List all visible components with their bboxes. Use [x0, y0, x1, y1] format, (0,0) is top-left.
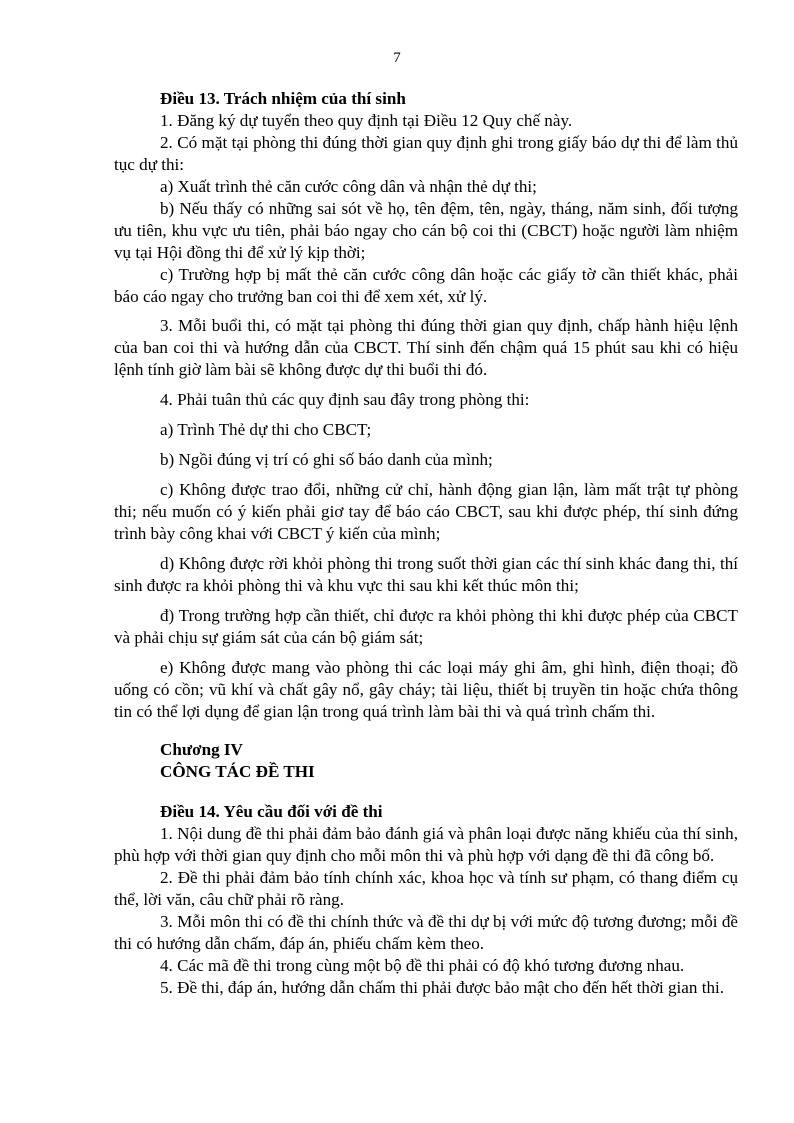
article-14-item-3: 3. Mỗi môn thi có đề thi chính thức và đề thi dự bị với mức độ tương đương; mỗi đề thi có hướng dẫn chấm, đáp án, phiếu chấm kèm theo.: [114, 912, 738, 953]
article-14-item-1: 1. Nội dung đề thi phải đảm bảo đánh giá và phân loại được năng khiếu của thí sinh, phù hợp với thời gian quy định cho mỗi môn thi và phù hợp với dạng đề thi đã công bố.: [114, 824, 738, 865]
article-14-item-5: 5. Đề thi, đáp án, hướng dẫn chấm thi phải được bảo mật cho đến hết thời gian thi.: [160, 978, 725, 997]
chapter-title: CÔNG TÁC ĐỀ THI: [160, 762, 315, 781]
chapter-number: Chương IV: [160, 740, 243, 759]
article-13-item-4dd: đ) Trong trường hợp cần thiết, chỉ được ra khỏi phòng thi khi được phép của CBCT và phải chịu sự giám sát của cán bộ giám sát;: [114, 606, 738, 647]
article-13-item-2a: a) Xuất trình thẻ căn cước công dân và nhận thẻ dự thi;: [160, 177, 537, 196]
article-13-item-4b: b) Ngồi đúng vị trí có ghi số báo danh của mình;: [160, 450, 493, 469]
page-number: 7: [393, 50, 401, 66]
article-13-item-2b: b) Nếu thấy có những sai sót về họ, tên đệm, tên, ngày, tháng, năm sinh, đối tượng ưu tiên, khu vực ưu tiên, phải báo ngay cho cán bộ coi thi (CBCT) hoặc người làm nhiệm vụ tại Hội đồng thi để xử lý kịp thời;: [114, 199, 738, 262]
article-13-item-2c: c) Trường hợp bị mất thẻ căn cước công dân hoặc các giấy tờ cần thiết khác, phải báo cáo ngay cho trưởng ban coi thi để xem xét, xử lý.: [114, 265, 738, 306]
article-14-item-4: 4. Các mã đề thi trong cùng một bộ đề thi phải có độ khó tương đương nhau.: [160, 956, 685, 975]
article-14-item-2: 2. Đề thi phải đảm bảo tính chính xác, khoa học và tính sư phạm, có thang điểm cụ thể, lời văn, câu chữ phải rõ ràng.: [114, 868, 738, 909]
article-13-item-4: 4. Phải tuân thủ các quy định sau đây trong phòng thi:: [160, 390, 530, 409]
article-14-heading: Điều 14. Yêu cầu đối với đề thi: [160, 802, 383, 821]
document-body: [114, 88, 738, 999]
article-13-item-4d: d) Không được rời khỏi phòng thi trong suốt thời gian các thí sinh khác đang thi, thí sinh được ra khỏi phòng thi và khu vực thi sau khi kết thúc môn thi;: [114, 554, 738, 595]
chapter-heading: [114, 739, 738, 783]
article-13-item-3: 3. Mỗi buổi thi, có mặt tại phòng thi đúng thời gian quy định, chấp hành hiệu lệnh của ban coi thi và hướng dẫn của CBCT. Thí sinh đến chậm quá 15 phút sau khi có hiệu lệnh tính giờ làm bài sẽ không được dự thi buổi thi đó.: [114, 316, 738, 379]
article-13-item-4c: c) Không được trao đổi, những cử chỉ, hành động gian lận, làm mất trật tự phòng thi; nếu muốn có ý kiến phải giơ tay để báo cáo CBCT, sau khi được phép, thí sinh đứng trình bày công khai với CBCT ý kiến của mình;: [114, 480, 738, 543]
article-13-item-4a: a) Trình Thẻ dự thi cho CBCT;: [160, 420, 372, 439]
article-13-item-1: 1. Đăng ký dự tuyển theo quy định tại Điều 12 Quy chế này.: [160, 111, 573, 130]
article-13-item-2: 2. Có mặt tại phòng thi đúng thời gian quy định ghi trong giấy báo dự thi để làm thủ tục dự thi:: [114, 133, 738, 174]
article-13-heading: Điều 13. Trách nhiệm của thí sinh: [160, 89, 406, 108]
article-13-item-4e: e) Không được mang vào phòng thi các loại máy ghi âm, ghi hình, điện thoại; đồ uống có cồn; vũ khí và chất gây nổ, gây cháy; tài liệu, thiết bị truyền tin hoặc chứa thông tin có thể lợi dụng để gian lận trong quá trình làm bài thi và quá trình chấm thi.: [114, 658, 738, 721]
